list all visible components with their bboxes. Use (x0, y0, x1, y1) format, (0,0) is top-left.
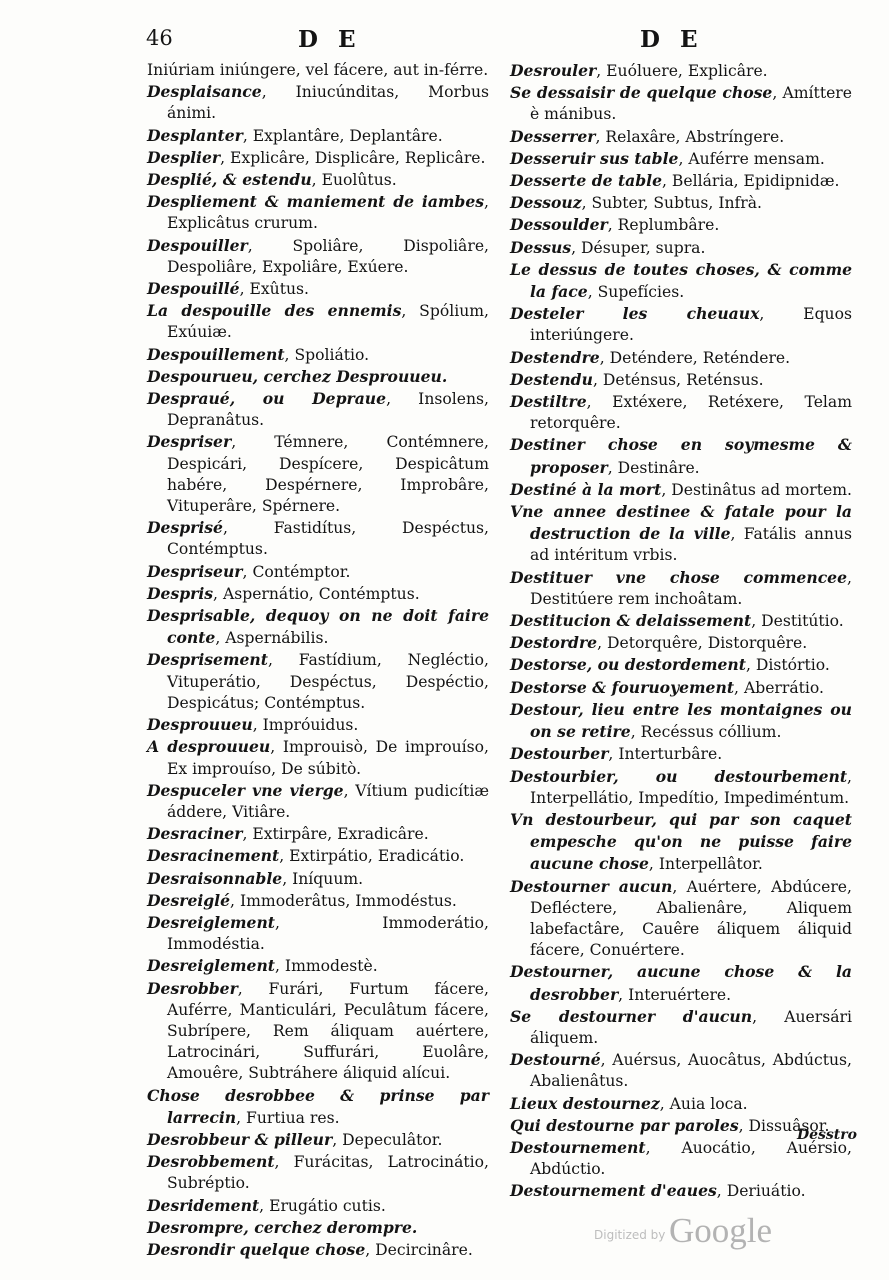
entry-headword: Dessouz (510, 193, 582, 213)
entry-headword: Desraciner (147, 824, 243, 844)
entry-translation: , Bellária, Epidipnidæ. (662, 172, 840, 191)
entry-headword: Desreiglement (147, 912, 275, 932)
entry-headword: Destournement (510, 1137, 646, 1157)
digitized-by-label: Digitized by (594, 1228, 666, 1242)
dictionary-entry (510, 1049, 852, 1092)
entry-translation: , Explicâre, Displicâre, Replicâre. (220, 148, 486, 167)
entry-translation: , Interpellátio, Impedítio, Impediméntum. (530, 767, 852, 807)
entry-headword: Destiné à la mort (510, 479, 662, 499)
entry-translation: , Equos interiúngere. (530, 305, 852, 345)
entry-translation: , Fatális annus ad intéritum vrbis. (530, 525, 852, 565)
entry-translation: , Auia loca. (659, 1094, 748, 1113)
entry-headword: Desprisement (147, 650, 268, 670)
entry-translation: , Témnere, Contémnere, Despicári, Despícere, Despicâtum habére, Despérnere, Improbâre, Vituperâre, Spérnere. (167, 433, 489, 516)
entry-headword: Dessoulder (510, 215, 608, 235)
catchword: Desstro (797, 1127, 857, 1143)
entry-headword: Desrondir quelque chose (147, 1239, 366, 1259)
entry-headword: Destitucion & delaissement (510, 611, 752, 631)
dictionary-entry (510, 677, 852, 699)
entry-headword: Destourner aucun (510, 876, 673, 896)
entry-translation: , Fastidítus, Despéctus, Contémptus. (167, 519, 489, 559)
dictionary-entry (510, 479, 852, 501)
dictionary-entry (510, 1137, 852, 1180)
entry-translation: , Detorquêre, Distorquêre. (597, 634, 808, 653)
entry-headword: Destourner, aucune chose & la desrobber (510, 962, 852, 1004)
entry-translation: , Fastídium, Negléctio, Vituperátio, Despéctus, Despéctio, Despicátus; Contémptus. (167, 651, 489, 712)
dictionary-entry (510, 237, 852, 259)
entry-translation: , Auérsus, Auocâtus, Abdúctus, Abalienâtus. (530, 1051, 852, 1091)
entry-translation: , Vítium pudicítiæ áddere, Vitiâre. (167, 781, 489, 821)
entry-headword: Destiltre (510, 392, 587, 412)
entry-headword: Despriser (147, 432, 232, 452)
dictionary-entry (147, 1217, 489, 1239)
dictionary-entry (147, 169, 489, 191)
entry-translation: , Auersári áliquem. (530, 1007, 852, 1047)
running-header-right: D E (640, 26, 704, 53)
dictionary-entry (147, 431, 489, 517)
dictionary-entry (510, 699, 852, 743)
entry-headword: Despuceler vne vierge (147, 780, 344, 800)
dictionary-entry (510, 809, 852, 876)
dictionary-entry (510, 632, 852, 654)
entry-translation: , Impróuidus. (252, 716, 359, 735)
dictionary-entry (510, 1180, 852, 1202)
entry-headword: Desplié, & estendu (147, 170, 312, 190)
entry-headword: Desserrer (510, 126, 596, 146)
entry-headword: Destorse & fouruoyement (510, 677, 735, 697)
entry-headword: Despouillement (147, 344, 285, 364)
entry-translation: , Extirpátio, Eradicátio. (279, 847, 465, 866)
dictionary-entry (510, 148, 852, 170)
entry-translation: , Destitúere rem inchoâtam. (530, 568, 852, 608)
entry-headword: Desreiglé (147, 890, 231, 910)
dictionary-entry (147, 1085, 489, 1129)
entry-headword: Desseruir sus table (510, 148, 679, 168)
entry-translation: , Explicâtus crurum. (167, 193, 489, 233)
dictionary-entry (147, 605, 489, 649)
entry-headword: Destiner chose en soymesme & proposer (510, 435, 852, 477)
dictionary-entry (510, 60, 852, 82)
entry-headword: Despouillé (147, 279, 240, 299)
dictionary-entry (510, 82, 852, 125)
entry-translation: , Amíttere è mánibus. (530, 84, 852, 124)
entry-headword: Desplier (147, 147, 221, 167)
entry-headword: Destourber (510, 744, 609, 764)
entry-headword: Desplanter (147, 125, 243, 145)
dictionary-entry (147, 649, 489, 714)
entry-headword: Destituer vne chose commencee (510, 567, 848, 587)
dictionary-entry (147, 81, 489, 124)
entry-headword: Destendre (510, 347, 600, 367)
dictionary-entry (510, 303, 852, 346)
dictionary-entry (147, 344, 489, 366)
dictionary-entry (510, 369, 852, 391)
entry-translation: , Destitútio. (751, 612, 844, 631)
entry-headword: Destordre (510, 633, 598, 653)
entry-headword: Destournement d'eaues (510, 1181, 717, 1201)
entry-translation: , Immoderâtus, Immodéstus. (230, 891, 457, 910)
entry-headword: Chose desrobbee & prinse par larrecin (147, 1085, 489, 1127)
entry-headword: Desrobbeur & pilleur (147, 1129, 333, 1149)
entry-headword: Desreiglement (147, 956, 275, 976)
dictionary-entry (147, 235, 489, 278)
dictionary-entry (510, 654, 852, 676)
entry-translation: , Depeculâtor. (332, 1130, 443, 1149)
entry-headword: Vn destourbeur, qui par son caquet empesche qu'on ne puisse faire aucune chose (510, 809, 852, 874)
entry-headword: Despliement & maniement de iambes (147, 192, 485, 212)
entry-translation: , Interturbâre. (608, 745, 723, 764)
entry-translation: , Relaxâre, Abstríngere. (595, 127, 785, 146)
entry-headword: Despriseur (147, 561, 243, 581)
entry-headword: Le dessus de toutes choses, & comme la face (510, 259, 852, 302)
entry-translation: , Erugátio cutis. (259, 1196, 386, 1215)
entry-translation: , Auértere, Abdúcere, Defléctere, Abalienâre, Aliquem labefactâre, Cauêre áliquem áliquid fácere, Conuértere. (530, 877, 852, 960)
dictionary-entry (510, 170, 852, 192)
dictionary-entry (147, 388, 489, 431)
entry-headword: Despris (147, 583, 214, 603)
entry-translation: , Extirpâre, Exradicâre. (242, 825, 429, 844)
dictionary-entry (510, 610, 852, 632)
entry-headword: Despraué, ou Depraue (147, 389, 387, 409)
dictionary-entry (147, 845, 489, 867)
dictionary-entry (147, 1129, 489, 1151)
entry-translation: , Immoderátio, Immodéstia. (167, 913, 489, 954)
entry-translation: , Iniucúnditas, Morbus ánimi. (167, 83, 489, 123)
dictionary-entry (510, 434, 852, 478)
entry-translation: , Auférre mensam. (678, 149, 825, 168)
entry-headword: Desrouler (510, 61, 597, 80)
entry-translation: , Deriuátio. (716, 1182, 806, 1201)
entry-translation: , Furtiua res. (236, 1108, 340, 1127)
entry-translation: , Interpellâtor. (648, 855, 763, 874)
dictionary-entry (147, 366, 489, 388)
entry-translation: , Destinâtus ad mortem. (661, 480, 852, 499)
entry-headword: Destourbier, ou destourbement (510, 766, 848, 786)
entry-headword: Se dessaisir de quelque chose (510, 83, 773, 103)
entry-translation: , Désuper, supra. (571, 238, 706, 257)
entry-translation: , Furári, Furtum fácere, Auférre, Manticulári, Peculâtum fácere, Subrípere, Rem áliquam auértere, Latrocinári, Suffurári, Euolâre, Amouêre, Subtráhere áliquid alícui. (167, 979, 489, 1083)
entry-headword: Desrompre, cerchez derompre. (147, 1217, 418, 1237)
dictionary-entry (147, 517, 489, 560)
entry-headword: Desplaisance (147, 82, 262, 102)
entry-headword: Desrobber (147, 978, 238, 998)
entry-translation: , Dissuâsor. (738, 1116, 830, 1135)
dictionary-entry (510, 192, 852, 214)
entry-translation: , Spoliátio. (284, 345, 370, 364)
entry-headword: Desprisé (147, 518, 223, 538)
dictionary-entry (510, 876, 852, 962)
entry-translation: , Decircinâre. (365, 1240, 473, 1259)
entry-headword: Dessus (510, 237, 572, 257)
entry-translation: , Spoliâre, Dispoliâre, Despoliâre, Expoliâre, Exúere. (167, 236, 489, 276)
dictionary-entry (510, 391, 852, 434)
dictionary-entry (147, 147, 489, 169)
entry-headword: Se destourner d'aucun (510, 1006, 753, 1026)
entry-headword: Desteler les cheuaux (510, 304, 760, 324)
entry-translation: , Iníquum. (282, 869, 364, 888)
entry-translation: , Aspernátio, Contémptus. (213, 584, 420, 603)
dictionary-entry (147, 780, 489, 823)
entry-translation: , Auocátio, Auérsio, Abdúctio. (530, 1138, 852, 1179)
entry-translation: , Furácitas, Latrocinátio, Subréptio. (167, 1153, 489, 1193)
entry-headword: Desracinement (147, 846, 280, 866)
entry-translation: , Exûtus. (239, 280, 309, 299)
dictionary-entry (510, 743, 852, 765)
entry-headword: Despourueu, cerchez Desprouueu. (147, 366, 448, 386)
entry-translation: , Explantâre, Deplantâre. (242, 126, 443, 145)
entry-headword: Destorse, ou destordement (510, 655, 746, 675)
dictionary-entry (147, 912, 489, 955)
entry-translation: , Supefícies. (587, 283, 685, 302)
entry-translation: , Deténsus, Reténsus. (592, 370, 764, 389)
dictionary-entry (147, 978, 489, 1085)
entry-headword: Desridement (147, 1195, 260, 1215)
page-number: 46 (146, 26, 173, 50)
dictionary-entry (510, 567, 852, 610)
dictionary-entry (510, 766, 852, 809)
dictionary-entry (510, 214, 852, 236)
entry-translation: , Insolens, Depranâtus. (167, 390, 489, 430)
right-column (510, 60, 852, 1203)
dictionary-entry (510, 347, 852, 369)
dictionary-entry (147, 60, 489, 81)
entry-translation: , Contémptor. (242, 562, 351, 581)
dictionary-entry (510, 961, 852, 1005)
entry-headword: Desraisonnable (147, 868, 283, 888)
entry-headword: Desprisable, dequoy on ne doit faire conte (147, 606, 489, 648)
entry-headword: Despouiller (147, 235, 248, 255)
entry-translation: , Recéssus cóllium. (630, 723, 782, 742)
entry-headword: Destourné (510, 1050, 601, 1070)
entry-translation: , Spólium, Exúuiæ. (167, 302, 489, 342)
dictionary-entry (147, 583, 489, 605)
dictionary-entry (147, 191, 489, 234)
dictionary-entry (147, 1195, 489, 1217)
entry-translation: , Aspernábilis. (215, 629, 329, 648)
dictionary-entry (510, 1093, 852, 1115)
dictionary-entry (147, 714, 489, 736)
dictionary-entry (147, 561, 489, 583)
entry-headword: Desprouueu (147, 715, 253, 735)
entry-translation: , Improuisò, De improuíso, Ex improuíso, De súbitò. (167, 738, 489, 778)
entry-headword: La despouille des ennemis (147, 301, 402, 321)
entry-headword: Desrobbement (147, 1152, 275, 1172)
dictionary-entry (147, 1151, 489, 1194)
entry-headword: Destour, lieu entre les montaignes ou on se retire (510, 699, 852, 742)
dictionary-entry (147, 278, 489, 300)
entry-translation: , Deténdere, Reténdere. (599, 348, 791, 367)
dictionary-entry (147, 125, 489, 147)
entry-translation: , Distórtio. (745, 656, 830, 675)
entry-translation: , Aberrátio. (734, 678, 824, 697)
entry-translation: , Immodestè. (275, 957, 378, 976)
dictionary-entry (147, 300, 489, 343)
entry-headword: Qui destourne par paroles (510, 1115, 739, 1135)
entry-headword: Destendu (510, 369, 593, 389)
entry-translation: Iniúriam iniúngere, vel fácere, aut in-férre. (147, 61, 489, 79)
entry-translation: , Euóluere, Explicâre. (596, 62, 768, 80)
entry-headword: Desserte de table (510, 171, 663, 191)
dictionary-entry (147, 890, 489, 912)
dictionary-entry (510, 126, 852, 148)
dictionary-entry (510, 259, 852, 303)
entry-headword: Vne annee destinee & fatale pour la destruction de la ville (510, 502, 852, 544)
dictionary-entry (510, 501, 852, 567)
entry-headword: Lieux destournez (510, 1093, 660, 1113)
dictionary-entry (147, 823, 489, 845)
entry-translation: , Extéxere, Retéxere, Telam retorquêre. (530, 393, 852, 433)
dictionary-entry (147, 1239, 489, 1261)
running-header-left: D E (298, 26, 362, 53)
dictionary-entry (147, 868, 489, 890)
entry-translation: , Subter, Subtus, Infrà. (581, 194, 762, 213)
entry-translation: , Euolûtus. (311, 171, 397, 190)
entry-headword: A desprouueu (147, 737, 271, 757)
entry-translation: , Destinâre. (607, 458, 700, 477)
entry-translation: , Interuértere. (618, 985, 732, 1004)
entry-translation: , Replumbâre. (607, 216, 720, 235)
left-column (147, 60, 489, 1261)
dictionary-entry (147, 736, 489, 779)
google-logo: Google (669, 1211, 773, 1250)
dictionary-entry (510, 1006, 852, 1049)
dictionary-entry (147, 955, 489, 977)
